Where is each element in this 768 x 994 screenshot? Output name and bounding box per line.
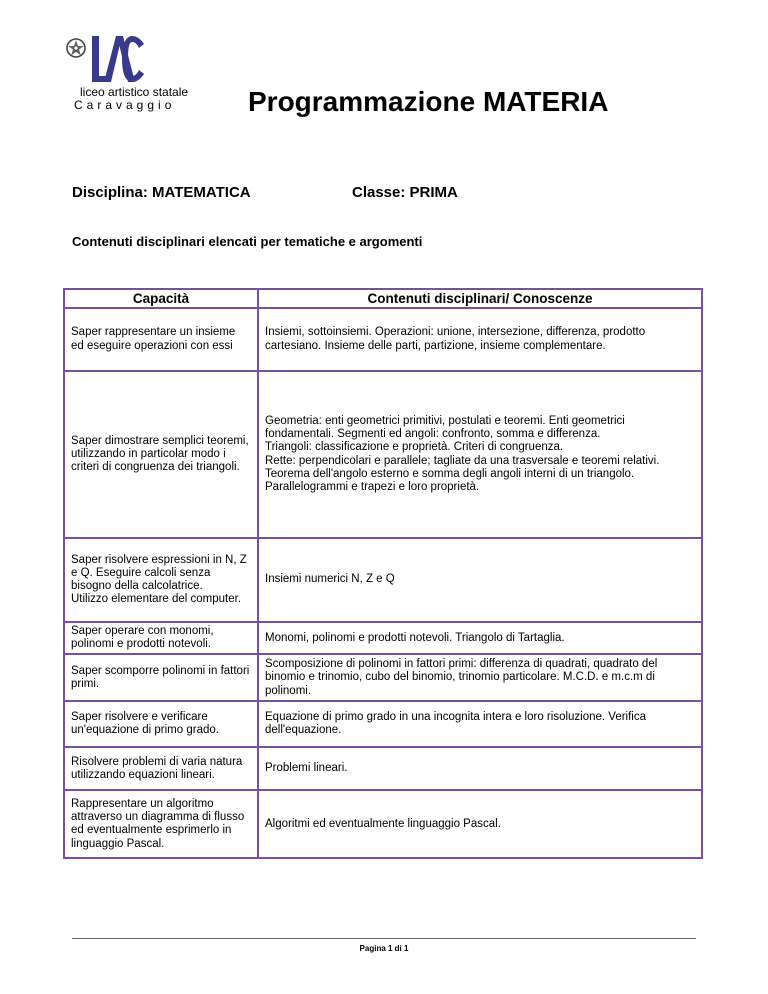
contenuti-cell: Insiemi, sottoinsiemi. Operazioni: unione, intersezione, differenza, prodotto cartesiano. Insieme delle parti, partizione, insieme complementare. xyxy=(258,308,702,371)
table-row xyxy=(64,747,702,790)
page-title: Programmazione MATERIA xyxy=(248,86,609,117)
capacita-cell: Risolvere problemi di varia natura utilizzando equazioni lineari. xyxy=(64,747,258,790)
capacita-cell: Saper rappresentare un insieme ed eseguire operazioni con essi xyxy=(64,308,258,371)
capacita-cell: Saper operare con monomi, polinomi e prodotti notevoli. xyxy=(64,622,258,654)
contenuti-cell: Insiemi numerici N, Z e Q xyxy=(258,538,702,622)
contenuti-cell: Equazione di primo grado in una incognita intera e loro risoluzione. Verifica dell'equazione. xyxy=(258,701,702,747)
republic-emblem-icon xyxy=(65,37,87,59)
school-type: liceo artistico statale xyxy=(80,85,189,99)
capacita-cell: Saper dimostrare semplici teoremi, utilizzando in particolar modo i criteri di congruenza dei triangoli. xyxy=(64,371,258,538)
table-row xyxy=(64,308,702,371)
contenuti-cell: Algoritmi ed eventualmente linguaggio Pascal. xyxy=(258,790,702,858)
page-number: Pagina 1 di 1 xyxy=(359,944,409,953)
lac-logo-icon xyxy=(90,34,146,86)
table-row xyxy=(64,538,702,622)
section-subtitle: Contenuti disciplinari elencati per tematiche e argomenti xyxy=(72,234,423,249)
table-row xyxy=(64,654,702,701)
capacita-cell: Saper risolvere espressioni in N, Z e Q. Eseguire calcoli senza bisogno della calcolatrice. Utilizzo elementare del computer. xyxy=(64,538,258,622)
contenuti-cell: Scomposizione di polinomi in fattori primi: differenza di quadrati, quadrato del binomio e trinomio, cubo del binomio, trinomio particolare. M.C.D. e m.c.m di polinomi. xyxy=(258,654,702,701)
table-row xyxy=(64,371,702,538)
contenuti-cell: Geometria: enti geometrici primitivi, postulati e teoremi. Enti geometrici fondamentali. Segmenti ed angoli: confronto, somma e differenza. Triangoli: classificazione e proprietà. Criteri di congruenza. Rette: perpendicolari e parallele; tagliate da una trasversale e teoremi relativi. Teorema dell'angolo esterno e somma degli angoli interni di un triangolo. Parallelogrammi e trapezi e loro proprietà. xyxy=(258,371,702,538)
discipline-label: Disciplina: MATEMATICA xyxy=(72,184,251,201)
column-header-capacita: Capacità xyxy=(64,289,258,308)
table-row xyxy=(64,622,702,654)
capacita-cell: Saper scomporre polinomi in fattori primi. xyxy=(64,654,258,701)
school-name: Caravaggio xyxy=(74,98,176,112)
table-row xyxy=(64,701,702,747)
column-header-contenuti: Contenuti disciplinari/ Conoscenze xyxy=(258,289,702,308)
footer-divider xyxy=(72,938,696,939)
capacita-cell: Rappresentare un algoritmo attraverso un diagramma di flusso ed eventualmente esprimerlo in linguaggio Pascal. xyxy=(64,790,258,858)
capacita-cell: Saper risolvere e verificare un'equazione di primo grado. xyxy=(64,701,258,747)
table-header-row xyxy=(64,289,702,308)
school-logo xyxy=(60,34,230,124)
program-table xyxy=(63,288,703,859)
class-label: Classe: PRIMA xyxy=(352,184,458,201)
contenuti-cell: Problemi lineari. xyxy=(258,747,702,790)
contenuti-cell: Monomi, polinomi e prodotti notevoli. Triangolo di Tartaglia. xyxy=(258,622,702,654)
table-row xyxy=(64,790,702,858)
